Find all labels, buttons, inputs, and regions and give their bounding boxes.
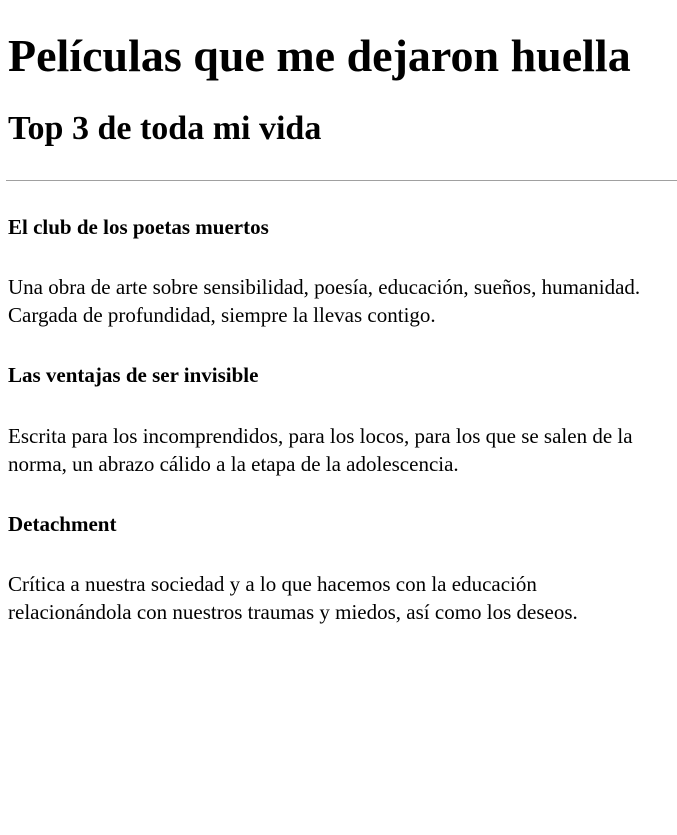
- page-subtitle: Top 3 de toda mi vida: [8, 109, 322, 147]
- film-entry-2: [8, 363, 669, 477]
- film-description: Una obra de arte sobre sensibilidad, poesía, educación, sueños, humanidad. Cargada de profundidad, siempre la llevas contigo.: [8, 275, 641, 328]
- film-title: Detachment: [8, 511, 117, 536]
- film-title: El club de los poetas muertos: [8, 214, 269, 239]
- divider: [6, 180, 677, 181]
- page-title: Películas que me dejaron huella: [8, 30, 631, 81]
- film-title: Las ventajas de ser invisible: [8, 363, 259, 388]
- film-entry-3: [8, 512, 669, 626]
- film-entry-1: [8, 215, 669, 329]
- film-description: Escrita para los incomprendidos, para los locos, para los que se salen de la norma, un abrazo cálido a la etapa de la adolescencia.: [8, 423, 633, 476]
- page: [0, 30, 677, 626]
- film-description: Crítica a nuestra sociedad y a lo que hacemos con la educación relacionándola con nuestros traumas y miedos, así como los deseos.: [8, 572, 578, 625]
